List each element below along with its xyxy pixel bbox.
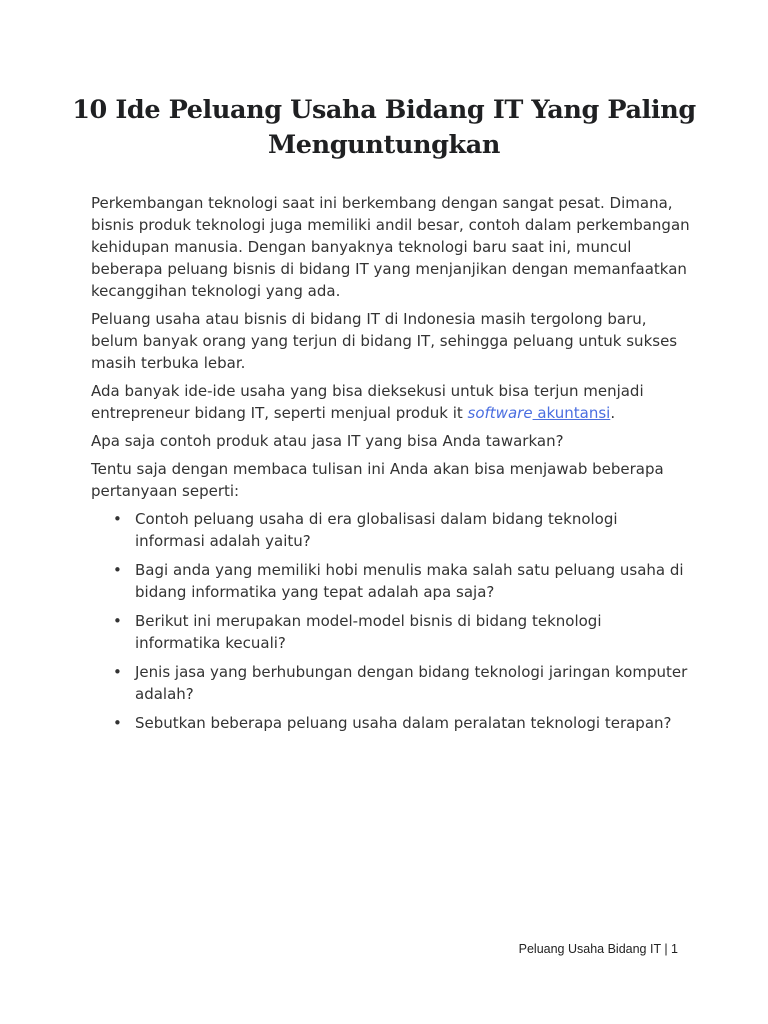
paragraph-opportunity: Peluang usaha atau bisnis di bidang IT di Indonesia masih tergolong baru, belum banyak orang yang terjun di bidang IT, sehingga peluang untuk sukses masih terbuka lebar. [91, 310, 678, 372]
link-software-text: software [467, 404, 533, 422]
list-item-text: Bagi anda yang memiliki hobi menulis maka salah satu peluang usaha di bidang informatika yang tepat adalah apa saja? [135, 561, 684, 601]
bullet-dot: • [113, 612, 122, 630]
software-akuntansi-link[interactable] [468, 404, 611, 422]
link-akuntansi-text: akuntansi [532, 404, 611, 422]
list-item [91, 712, 691, 734]
list-item-text: Berikut ini merupakan model-model bisnis di bidang teknologi informatika kecuali? [135, 612, 602, 652]
article-body [91, 192, 691, 741]
bullet-dot: • [113, 510, 122, 528]
paragraph-ideas-period: . [610, 404, 616, 422]
list-item-text: Contoh peluang usaha di era globalisasi dalam bidang teknologi informasi adalah yaitu? [135, 510, 618, 550]
list-item [91, 559, 691, 603]
question-list [91, 508, 691, 734]
page-title: 10 Ide Peluang Usaha Bidang IT Yang Paling Menguntungkan [72, 95, 696, 160]
paragraph-lead-in: Tentu saja dengan membaca tulisan ini Anda akan bisa menjawab beberapa pertanyaan seperti: [91, 460, 664, 500]
page-footer: Peluang Usaha Bidang IT | 1 [518, 942, 678, 956]
list-item [91, 661, 691, 705]
list-item-text: Sebutkan beberapa peluang usaha dalam peralatan teknologi terapan? [135, 714, 672, 732]
list-item [91, 508, 691, 552]
bullet-dot: • [113, 663, 122, 681]
paragraph-ideas [91, 380, 691, 424]
list-item-text: Jenis jasa yang berhubungan dengan bidang teknologi jaringan komputer adalah? [135, 663, 688, 703]
paragraph-question: Apa saja contoh produk atau jasa IT yang bisa Anda tawarkan? [91, 432, 564, 450]
bullet-dot: • [113, 714, 122, 732]
list-item [91, 610, 691, 654]
paragraph-ideas-text: Ada banyak ide-ide usaha yang bisa dieksekusi untuk bisa terjun menjadi entrepreneur bidang IT, seperti menjual produk it [91, 382, 644, 422]
bullet-dot: • [113, 561, 122, 579]
paragraph-intro: Perkembangan teknologi saat ini berkembang dengan sangat pesat. Dimana, bisnis produk teknologi juga memiliki andil besar, contoh dalam perkembangan kehidupan manusia. Dengan banyaknya teknologi baru saat ini, muncul beberapa peluang bisnis di bidang IT yang menjanjikan dengan memanfaatkan kecanggihan teknologi yang ada. [91, 194, 690, 300]
